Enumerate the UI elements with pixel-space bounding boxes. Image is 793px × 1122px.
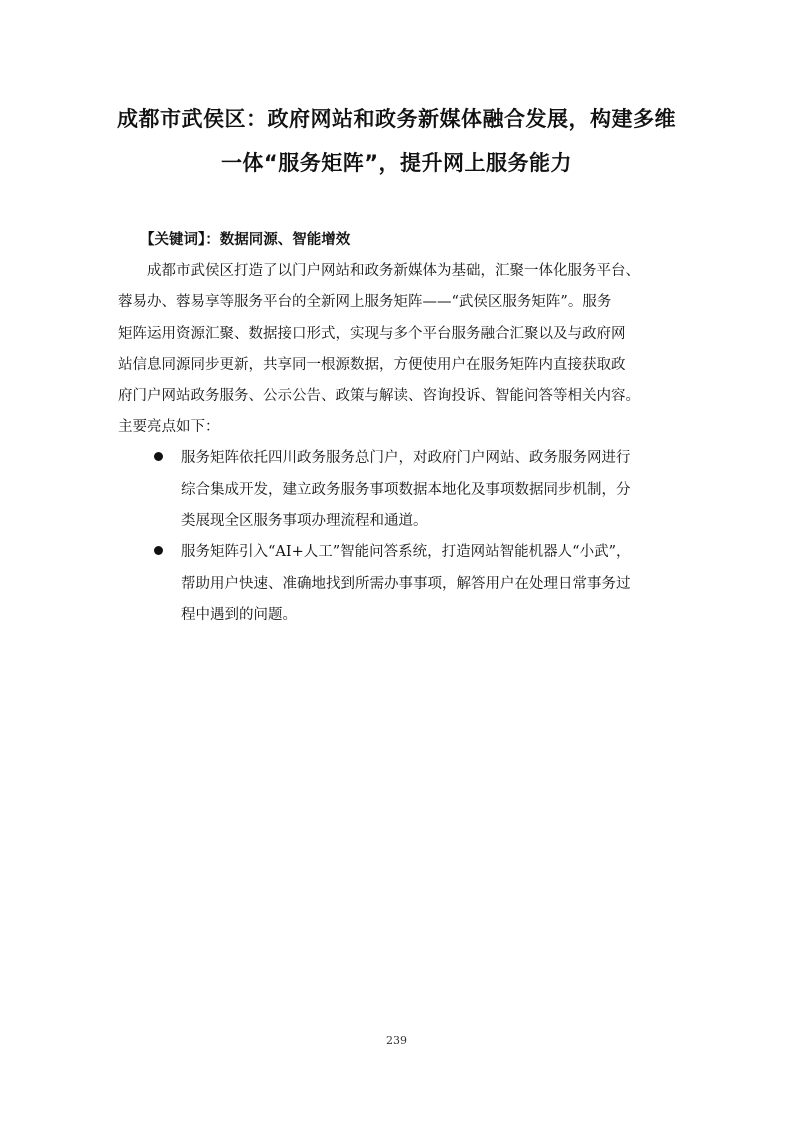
- bullet-2-line-3: 程中遇到的问题。: [181, 607, 297, 623]
- intro-line-4: 站信息同源同步更新，共享同一根源数据，方便使用户在服务矩阵内直接获取政: [118, 357, 626, 373]
- bullet-dot-2: [154, 546, 163, 555]
- intro-line-6: 主要亮点如下：: [118, 419, 220, 435]
- keywords-line: 【关键词】：数据同源、智能增效: [140, 232, 351, 248]
- intro-line-5: 府门户网站政务服务、公示公告、政策与解读、咨询投诉、智能问答等相关内容。: [118, 388, 640, 404]
- title-line-1: 成都市武侯区：政府网站和政务新媒体融合发展，构建多维: [117, 107, 676, 131]
- intro-line-2: 蓉易办、蓉易享等服务平台的全新网上服务矩阵——“武侯区服务矩阵”。服务: [118, 294, 612, 310]
- bullet-2-line-2: 帮助用户快速、准确地找到所需办事事项，解答用户在处理日常事务过: [181, 576, 631, 592]
- title-line-2: 一体“服务矩阵”，提升网上服务能力: [220, 151, 573, 175]
- bullet-dot-1: [154, 452, 163, 461]
- bullet-1-line-2: 综合集成开发，建立政务服务事项数据本地化及事项数据同步机制，分: [181, 482, 631, 498]
- page-number: 239: [386, 1034, 407, 1047]
- bullet-1-line-3: 类展现全区服务事项办理流程和通道。: [181, 513, 428, 529]
- bullet-2-line-1: 服务矩阵引入“AI+人工”智能问答系统，打造网站智能机器人“小武”，: [181, 544, 631, 560]
- bullet-1-line-1: 服务矩阵依托四川政务服务总门户，对政府门户网站、政务服务网进行: [181, 450, 631, 466]
- intro-line-1: 成都市武侯区打造了以门户网站和政务新媒体为基础，汇聚一体化服务平台、: [147, 263, 640, 279]
- intro-line-3: 矩阵运用资源汇聚、数据接口形式，实现与多个平台服务融合汇聚以及与政府网: [118, 326, 626, 342]
